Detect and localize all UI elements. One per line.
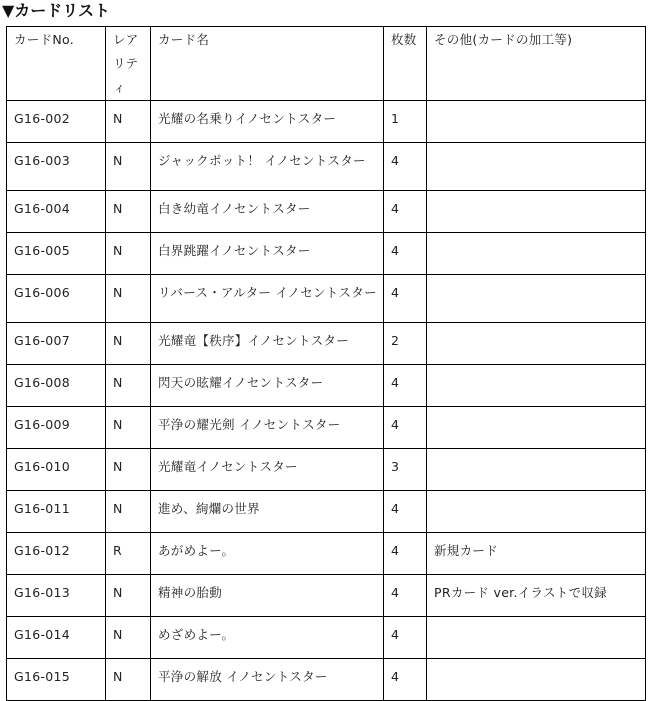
cell-other	[427, 449, 646, 491]
cell-other	[427, 365, 646, 407]
header-card-name: カード名	[151, 27, 384, 101]
cell-card-no: G16-005	[7, 233, 106, 275]
cell-count: 4	[384, 491, 427, 533]
cell-other	[427, 491, 646, 533]
cell-card-name: 光耀竜イノセントスター	[151, 449, 384, 491]
cell-card-name: あがめよー。	[151, 533, 384, 575]
cell-other	[427, 275, 646, 323]
table-row	[7, 323, 646, 365]
cell-other	[427, 233, 646, 275]
cell-count: 4	[384, 575, 427, 617]
cell-other	[427, 659, 646, 701]
cell-card-name: 白き幼竜イノセントスター	[151, 191, 384, 233]
cell-card-no: G16-012	[7, 533, 106, 575]
cell-count: 4	[384, 191, 427, 233]
header-count: 枚数	[384, 27, 427, 101]
cell-card-name: ジャックポット！ イノセントスター	[151, 143, 384, 191]
cell-card-name: 進め、絢爛の世界	[151, 491, 384, 533]
cell-rarity: N	[106, 407, 151, 449]
table-row	[7, 533, 646, 575]
section-title: ▼カードリスト	[2, 1, 110, 20]
header-card-no: カードNo.	[7, 27, 106, 101]
cell-count: 2	[384, 323, 427, 365]
cell-count: 4	[384, 143, 427, 191]
cell-other	[427, 323, 646, 365]
cell-count: 4	[384, 407, 427, 449]
table-row	[7, 275, 646, 323]
cell-other	[427, 191, 646, 233]
cell-rarity: N	[106, 323, 151, 365]
cell-card-no: G16-002	[7, 101, 106, 143]
header-other: その他(カードの加工等)	[427, 27, 646, 101]
cell-card-name: 閃天の眩耀イノセントスター	[151, 365, 384, 407]
cell-rarity: N	[106, 365, 151, 407]
cell-other	[427, 143, 646, 191]
cell-rarity: N	[106, 449, 151, 491]
table-row	[7, 191, 646, 233]
cell-card-no: G16-011	[7, 491, 106, 533]
cell-count: 4	[384, 365, 427, 407]
cell-card-name: 平浄の解放 イノセントスター	[151, 659, 384, 701]
cell-other: PRカード ver.イラストで収録	[427, 575, 646, 617]
cell-rarity: N	[106, 275, 151, 323]
cell-card-no: G16-006	[7, 275, 106, 323]
cell-count: 4	[384, 617, 427, 659]
cell-rarity: N	[106, 575, 151, 617]
cell-rarity: N	[106, 233, 151, 275]
cell-rarity: N	[106, 491, 151, 533]
cell-card-no: G16-007	[7, 323, 106, 365]
card-list-table	[6, 26, 646, 701]
table-row	[7, 407, 646, 449]
cell-rarity: N	[106, 191, 151, 233]
table-header-row	[7, 27, 646, 101]
cell-card-name: めざめよー。	[151, 617, 384, 659]
cell-other	[427, 407, 646, 449]
table-row	[7, 575, 646, 617]
cell-card-no: G16-004	[7, 191, 106, 233]
cell-card-no: G16-014	[7, 617, 106, 659]
cell-other: 新規カード	[427, 533, 646, 575]
table-row	[7, 233, 646, 275]
cell-card-name: 平浄の耀光剣 イノセントスター	[151, 407, 384, 449]
cell-card-name: 光耀の名乗りイノセントスター	[151, 101, 384, 143]
cell-card-no: G16-015	[7, 659, 106, 701]
cell-card-name: 光耀竜【秩序】イノセントスター	[151, 323, 384, 365]
cell-card-no: G16-010	[7, 449, 106, 491]
cell-rarity: N	[106, 101, 151, 143]
cell-card-no: G16-003	[7, 143, 106, 191]
table-row	[7, 617, 646, 659]
table-row	[7, 365, 646, 407]
table-row	[7, 449, 646, 491]
header-rarity: レアリティ	[106, 27, 151, 101]
cell-card-no: G16-009	[7, 407, 106, 449]
cell-rarity: R	[106, 533, 151, 575]
cell-count: 4	[384, 659, 427, 701]
cell-card-no: G16-013	[7, 575, 106, 617]
cell-count: 4	[384, 533, 427, 575]
cell-count: 4	[384, 275, 427, 323]
cell-count: 3	[384, 449, 427, 491]
cell-rarity: N	[106, 143, 151, 191]
cell-other	[427, 101, 646, 143]
cell-count: 1	[384, 101, 427, 143]
cell-card-name: リバース・アルター イノセントスター	[151, 275, 384, 323]
cell-card-name: 白界跳躍イノセントスター	[151, 233, 384, 275]
cell-count: 4	[384, 233, 427, 275]
cell-rarity: N	[106, 659, 151, 701]
cell-other	[427, 617, 646, 659]
table-row	[7, 143, 646, 191]
cell-card-name: 精神の胎動	[151, 575, 384, 617]
table-row	[7, 659, 646, 701]
cell-card-no: G16-008	[7, 365, 106, 407]
cell-rarity: N	[106, 617, 151, 659]
table-row	[7, 101, 646, 143]
table-row	[7, 491, 646, 533]
